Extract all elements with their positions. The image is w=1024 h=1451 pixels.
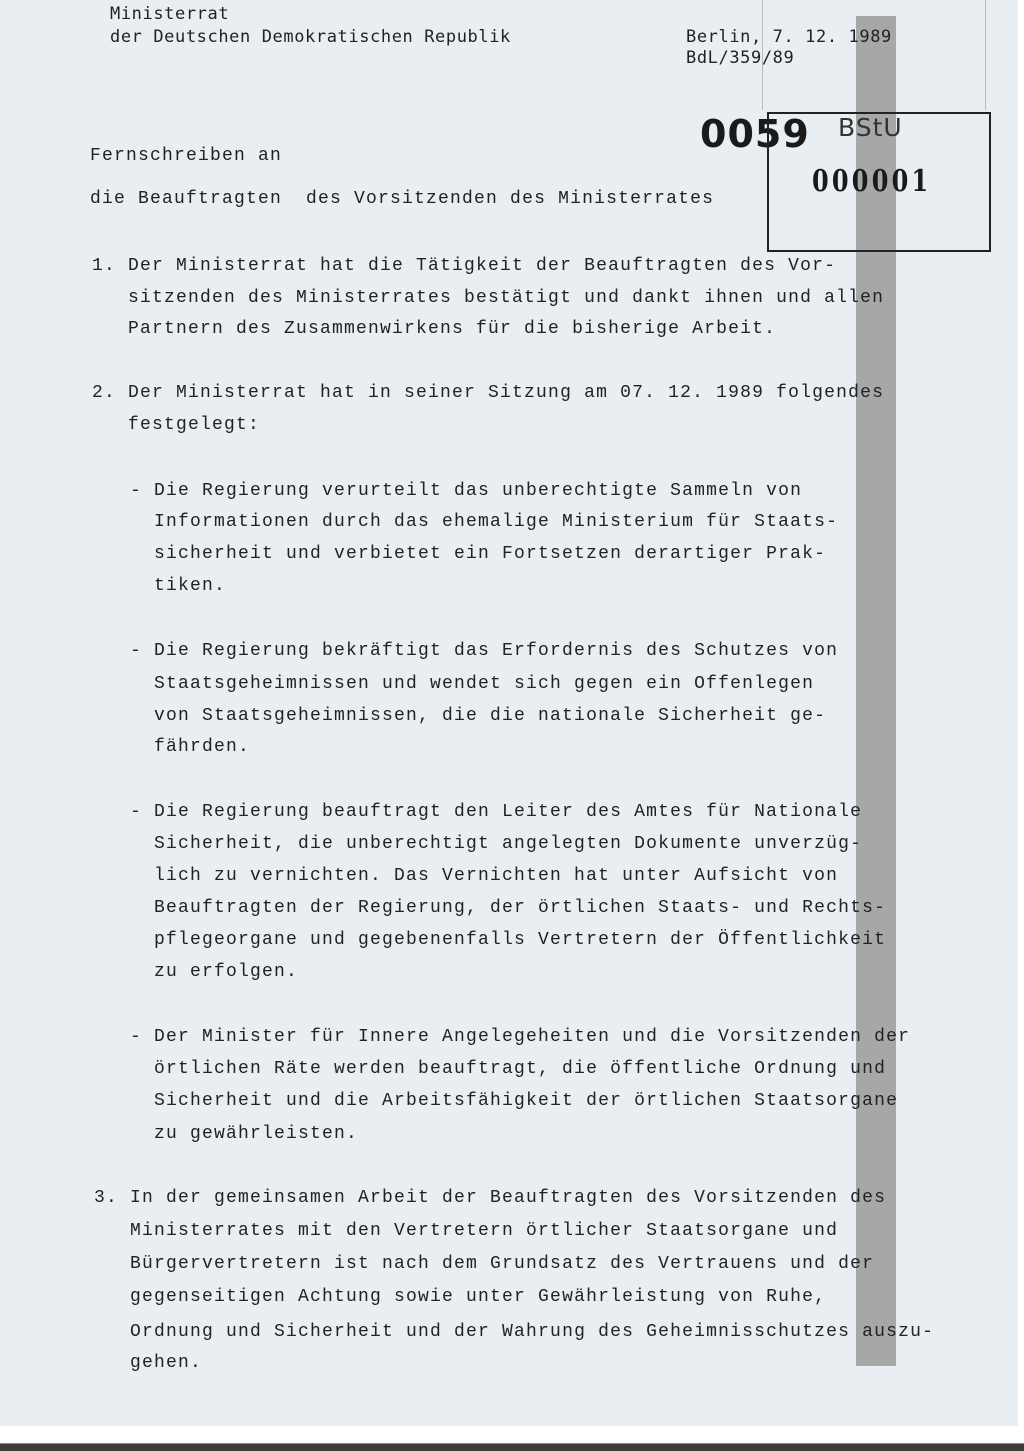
salutation-line-1: Fernschreiben an xyxy=(90,146,283,166)
bullet-line: Sicherheit und die Arbeitsfähigkeit der örtlichen Staatsorgane xyxy=(154,1091,899,1111)
paragraph-line: Ordnung und Sicherheit und der Wahrung des Geheimnisschutzes auszu- xyxy=(130,1322,935,1342)
bullet-line: Sicherheit, die unberechtigt angelegten Dokumente unverzüg- xyxy=(154,834,863,854)
paragraph-line: Partnern des Zusammenwirkens für die bisherige Arbeit. xyxy=(128,319,777,339)
paragraph-number: 3. xyxy=(94,1188,119,1208)
bullet-line: Staatsgeheimnissen und wendet sich gegen ein Offenlegen xyxy=(154,674,815,694)
bullet-line: örtlichen Räte werden beauftragt, die öffentliche Ordnung und xyxy=(154,1059,887,1079)
archive-label: BStU xyxy=(838,113,903,142)
reference-number: BdL/359/89 xyxy=(686,48,795,68)
bullet-line: Die Regierung beauftragt den Leiter des Amtes für Nationale xyxy=(154,802,863,822)
paragraph-line: Bürgervertretern ist nach dem Grundsatz des Vertrauens und der xyxy=(130,1254,875,1274)
bullet-line: lich zu vernichten. Das Vernichten hat unter Aufsicht von xyxy=(154,866,839,886)
bullet-marker: - xyxy=(130,641,143,661)
bullet-marker: - xyxy=(130,481,143,501)
paragraph-line: gehen. xyxy=(130,1353,203,1373)
bullet-marker: - xyxy=(130,1027,143,1047)
bullet-line: pflegeorgane und gegebenenfalls Vertretern der Öffentlichkeit xyxy=(154,930,887,950)
page-number-stamp: 0059 xyxy=(700,112,810,156)
paragraph-line: festgelegt: xyxy=(128,415,261,435)
org-line-1: Ministerrat xyxy=(110,4,230,24)
salutation-line-2: die Beauftragten des Vorsitzenden des Ministerrates xyxy=(90,189,715,209)
archive-number: 000001 xyxy=(812,164,932,199)
paragraph-number: 2. xyxy=(92,383,117,403)
bullet-line: sicherheit und verbietet ein Fortsetzen derartiger Prak- xyxy=(154,544,827,564)
bullet-line: Beauftragten der Regierung, der örtlichen Staats- und Rechts- xyxy=(154,898,887,918)
show-through-line xyxy=(985,0,986,110)
bullet-line: tiken. xyxy=(154,576,227,596)
paragraph-line: gegenseitigen Achtung sowie unter Gewährleistung von Ruhe, xyxy=(130,1287,827,1307)
bullet-line: Die Regierung bekräftigt das Erfordernis des Schutzes von xyxy=(154,641,839,661)
paragraph-line: Der Ministerrat hat in seiner Sitzung am 07. 12. 1989 folgendes xyxy=(128,383,885,403)
paragraph-line: In der gemeinsamen Arbeit der Beauftragten des Vorsitzenden des xyxy=(130,1188,887,1208)
bullet-line: Die Regierung verurteilt das unberechtigte Sammeln von xyxy=(154,481,803,501)
bullet-line: Der Minister für Innere Angelegeheiten und die Vorsitzenden der xyxy=(154,1027,911,1047)
date-line: Berlin, 7. 12. 1989 xyxy=(686,27,892,47)
bullet-line: Informationen durch das ehemalige Ministerium für Staats- xyxy=(154,512,839,532)
bullet-line: zu erfolgen. xyxy=(154,962,299,982)
org-line-2: der Deutschen Demokratischen Republik xyxy=(110,27,511,47)
paragraph-line: Ministerrates mit den Vertretern örtlicher Staatsorgane und xyxy=(130,1221,839,1241)
bullet-line: fährden. xyxy=(154,737,251,757)
paragraph-line: Der Ministerrat hat die Tätigkeit der Beauftragten des Vor- xyxy=(128,256,837,276)
paragraph-number: 1. xyxy=(92,256,117,276)
bullet-line: von Staatsgeheimnissen, die die nationale Sicherheit ge- xyxy=(154,706,827,726)
bullet-line: zu gewährleisten. xyxy=(154,1124,359,1144)
paragraph-line: sitzenden des Ministerrates bestätigt und dankt ihnen und allen xyxy=(128,288,885,308)
bullet-marker: - xyxy=(130,802,143,822)
